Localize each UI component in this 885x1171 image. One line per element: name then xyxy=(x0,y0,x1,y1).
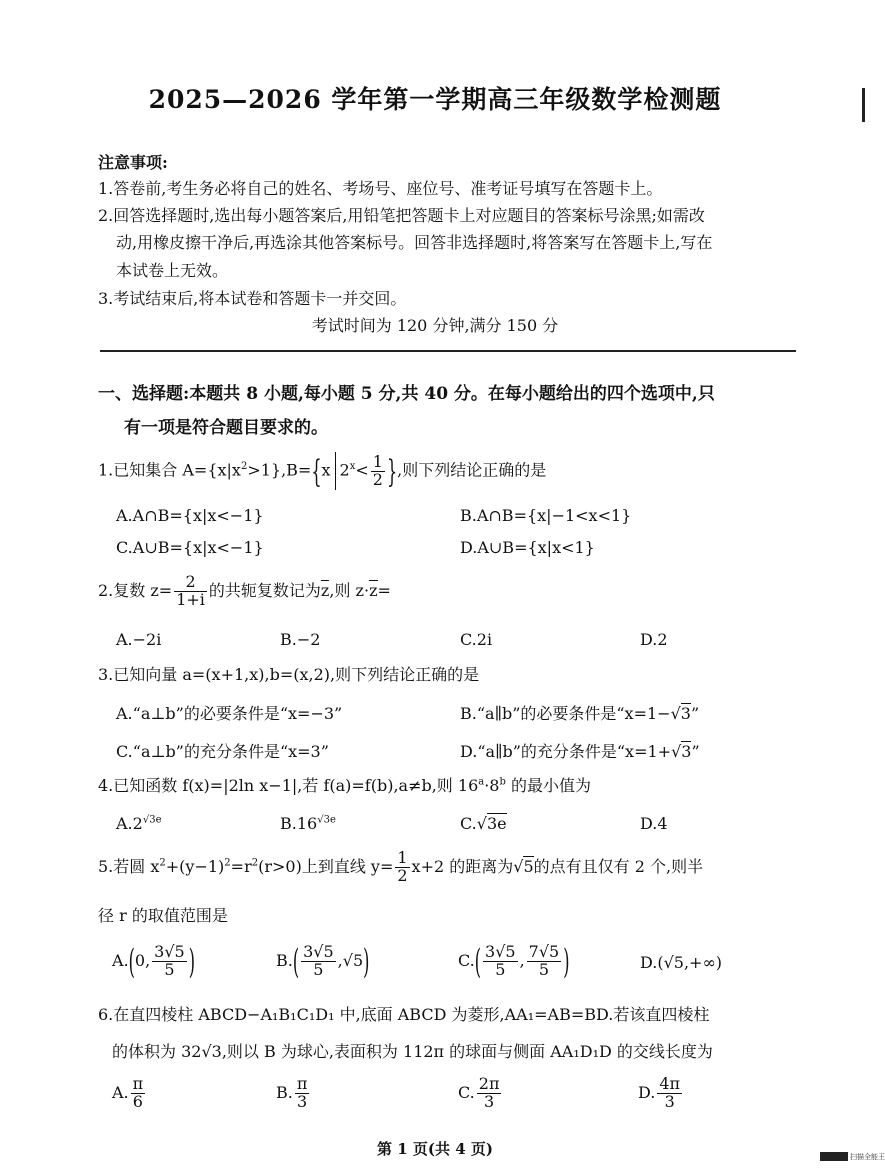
q5-c-paren-close: ) xyxy=(563,941,570,982)
q5-fraction xyxy=(395,850,409,885)
q2-option-b: B.−2 xyxy=(280,630,321,649)
q5-frac-num: 1 xyxy=(397,848,408,867)
q3-b-close: ” xyxy=(690,704,700,723)
q1-sup: 2 xyxy=(240,461,248,473)
q1-option-d: D.A∪B={x|x<1} xyxy=(460,538,595,557)
q5-radicand: 5 xyxy=(523,856,534,876)
q4-text-c: 的最小值为 xyxy=(505,776,591,795)
q2-text-a: 2.复数 z= xyxy=(98,580,173,600)
q1-brace-open: { xyxy=(311,452,322,490)
question-2-stem xyxy=(98,574,391,609)
q5-sup-1: 2 xyxy=(159,857,166,869)
q6-d-fraction xyxy=(657,1076,682,1111)
exam-title: 2025—2026 学年第一学期高三年级数学检测题 xyxy=(148,85,722,114)
question-1-stem xyxy=(98,452,546,490)
q4-b-exp: √3e xyxy=(317,814,336,826)
q5-a-label: A. xyxy=(112,950,129,970)
q6-a-num: π xyxy=(132,1074,144,1093)
q4-option-b xyxy=(280,814,336,833)
q6-b-den: 3 xyxy=(297,1091,308,1111)
q5-sup-3: 2 xyxy=(251,857,259,869)
q6-c-label: C. xyxy=(458,1082,475,1102)
question-5-stem: 5.若圆 $x^2+(y-1)^2=r^2(r>0)$上到直线 y= $\frac{1}{2}$ x+2 的距离为√5的点有且仅有 2 个,则半 xyxy=(98,848,704,885)
q4-b-base: B.16 xyxy=(280,814,318,833)
q5-b-num: 3√5 xyxy=(303,942,334,961)
q6-c-fraction xyxy=(477,1076,502,1111)
q4-exp-b: b xyxy=(499,776,506,788)
notice-heading: 注意事项: xyxy=(98,153,168,172)
q3-b-text: B.“a∥b”的必要条件是“x=1− xyxy=(460,704,671,723)
q4-option-a xyxy=(116,814,161,833)
q4-text-b: ·8 xyxy=(484,776,500,795)
q2-text-b: 的共轭复数记为 xyxy=(208,580,321,600)
q3-option-b: B.“a∥b”的必要条件是“x=1−√3” xyxy=(460,704,700,723)
q1-lt: < xyxy=(355,460,369,480)
q6-c-den: 3 xyxy=(484,1091,495,1111)
q5-text-b: +(y−1) xyxy=(165,856,225,876)
q5-a-paren-open: ( xyxy=(128,941,135,982)
q5-text-c: =r xyxy=(230,856,252,876)
question-6-line-2: 的体积为 32√3,则以 B 为球心,表面积为 112π 的球面与侧面 AA₁D₁D 的交线长度为 xyxy=(112,1042,713,1061)
q1-var: x xyxy=(321,460,331,480)
q4-option-d: D.4 xyxy=(640,814,668,833)
q1-brace-close: } xyxy=(386,452,398,490)
q5-c-paren-open: ( xyxy=(474,941,482,982)
q4-a-exp: √3e xyxy=(142,814,162,826)
q5-b-paren-close: ) xyxy=(363,941,370,982)
q5-c-fraction-2 xyxy=(527,944,562,979)
q5-option-a xyxy=(112,941,195,982)
question-5-line-2: 径 r 的取值范围是 xyxy=(98,906,228,925)
q1-pow-base: 2 xyxy=(339,460,350,480)
q6-a-fraction xyxy=(131,1076,146,1111)
q6-a-label: A. xyxy=(112,1082,129,1102)
question-3-stem: 3.已知向量 a=(x+1,x),b=(x,2),则下列结论正确的是 xyxy=(98,665,480,684)
q2-frac-den: 1+i xyxy=(176,589,205,609)
q3-d-text: D.“a∥b”的充分条件是“x=1+ xyxy=(460,742,672,761)
q2-fraction xyxy=(174,574,207,609)
q2-zbar-2: z xyxy=(369,580,378,600)
q1-text-a: 1.已知集合 A={x|x xyxy=(98,460,241,480)
q4-option-c: C.√3e xyxy=(460,814,507,833)
q5-a-paren-close: ) xyxy=(188,941,195,982)
q5-frac-den: 2 xyxy=(397,865,408,885)
question-4-stem xyxy=(98,773,591,796)
page-footer: 第 1 页(共 4 页) xyxy=(377,1140,493,1158)
q5-option-b xyxy=(276,941,370,982)
notice-line-2b: 动,用橡皮擦干净后,再选涂其他答案标号。回答非选择题时,将答案写在答题卡上,写在 xyxy=(116,233,713,252)
q2-option-c: C.2i xyxy=(460,630,493,649)
q4-text-a: 4.已知函数 f(x)=|2ln x−1|,若 f(a)=f(b),a≠b,则 16 xyxy=(98,776,479,795)
q5-a-num: 3√5 xyxy=(154,942,185,961)
q4-exp-a: a xyxy=(478,776,485,788)
q5-b-label: B. xyxy=(276,950,293,970)
q4-c-label: C. xyxy=(460,814,477,833)
q5-option-c: C.( $\frac{3√5}{5}$ , $\frac{7√5}{5}$ ) xyxy=(458,941,570,982)
scanner-watermark: 扫描全能王 xyxy=(850,1153,885,1161)
divider-rule xyxy=(100,350,796,352)
q6-d-num: 4π xyxy=(659,1074,681,1093)
q2-option-a: A.−2i xyxy=(116,630,162,649)
notice-line-2c: 本试卷上无效。 xyxy=(116,261,229,280)
q5-b-paren-open: ( xyxy=(292,941,300,982)
q1-text-c: ,则下列结论正确的是 xyxy=(397,460,547,480)
q3-option-c: C.“a⊥b”的充分条件是“x=3” xyxy=(116,742,329,761)
q5-text-f: 的点有且仅有 2 个,则半 xyxy=(533,856,704,876)
q5-c-den-2: 5 xyxy=(538,959,550,979)
notice-line-3: 3.考试结束后,将本试卷和答题卡一并交回。 xyxy=(98,289,407,308)
q5-c-fraction-1 xyxy=(483,944,518,979)
q3-d-radicand: 3 xyxy=(681,742,692,761)
q1-option-a: A.A∩B={x|x<−1} xyxy=(116,506,264,525)
q6-option-b xyxy=(276,1076,311,1111)
q5-c-num-1: 3√5 xyxy=(485,942,516,961)
page-edge-mark xyxy=(862,88,865,122)
q2-text-d: = xyxy=(377,580,391,600)
scanner-logo-icon xyxy=(820,1152,848,1161)
q1-fraction xyxy=(371,451,385,489)
q1-set-bar xyxy=(335,452,336,490)
q3-option-a: A.“a⊥b”的必要条件是“x=−3” xyxy=(116,704,343,723)
q1-text-b: >1},B= xyxy=(247,460,312,480)
q5-option-d: D.(√5,+∞) xyxy=(640,953,723,972)
q5-c-den-1: 5 xyxy=(495,959,506,979)
q5-sup-2: 2 xyxy=(224,857,231,869)
q6-b-fraction xyxy=(295,1076,310,1111)
question-6-line-1: 6.在直四棱柱 ABCD−A₁B₁C₁D₁ 中,底面 ABCD 为菱形,AA₁=AB=BD.若该直四棱柱 xyxy=(98,1005,710,1024)
q6-option-c xyxy=(458,1076,503,1111)
q5-text-a: 5.若圆 x xyxy=(98,856,160,876)
q5-a-den: 5 xyxy=(164,959,175,979)
q2-zbar: z xyxy=(320,580,330,600)
q6-a-den: 6 xyxy=(132,1091,143,1111)
q3-b-radicand: 3 xyxy=(680,704,691,723)
q5-text-d: (r>0)上到直线 y= xyxy=(258,856,394,876)
section-heading-line-1: 一、选择题:本题共 8 小题,每小题 5 分,共 40 分。在每小题给出的四个选项中,只 xyxy=(98,384,715,404)
q6-option-d xyxy=(638,1076,684,1111)
q1-option-c: C.A∪B={x|x<−1} xyxy=(116,538,264,557)
notice-line-2a: 2.回答选择题时,选出每小题答案后,用铅笔把答题卡上对应题目的答案标号涂黑;如需改 xyxy=(98,206,705,225)
q6-b-num: π xyxy=(296,1074,308,1093)
q5-b-fraction xyxy=(301,944,336,979)
q5-c-label: C. xyxy=(458,950,475,970)
q6-c-num: 2π xyxy=(478,1074,500,1093)
q5-a-lower: 0, xyxy=(134,950,151,970)
q5-c-num-2: 7√5 xyxy=(528,942,560,961)
q2-option-d: D.2 xyxy=(640,630,668,649)
q4-c-radicand: 3e xyxy=(486,814,507,833)
q5-a-fraction xyxy=(152,944,187,979)
q6-d-label: D. xyxy=(638,1082,656,1102)
q1-frac-den: 2 xyxy=(372,469,383,489)
q6-d-den: 3 xyxy=(664,1091,675,1111)
q1-option-b: B.A∩B={x|−1<x<1} xyxy=(460,506,632,525)
q4-a-base: A.2 xyxy=(116,814,143,833)
q2-frac-num: 2 xyxy=(174,574,207,592)
q1-frac-num: 1 xyxy=(372,451,383,471)
q5-b-den: 5 xyxy=(313,959,324,979)
q2-text-c: ,则 z· xyxy=(329,580,370,600)
q6-b-label: B. xyxy=(276,1082,293,1102)
exam-duration: 考试时间为 120 分钟,满分 150 分 xyxy=(311,316,559,335)
q1-pow-exp: x xyxy=(349,461,356,473)
notice-line-1: 1.答卷前,考生务必将自己的姓名、考场号、座位号、准考证号填写在答题卡上。 xyxy=(98,179,663,198)
q6-option-a xyxy=(112,1076,147,1111)
q3-d-close: ” xyxy=(691,742,700,761)
q3-option-d: D.“a∥b”的充分条件是“x=1+√3” xyxy=(460,742,700,761)
q5-b-upper: ,√5 xyxy=(337,950,364,970)
section-heading-line-2: 有一项是符合题目要求的。 xyxy=(124,418,328,438)
q5-text-e: x+2 的距离为 xyxy=(411,856,514,876)
